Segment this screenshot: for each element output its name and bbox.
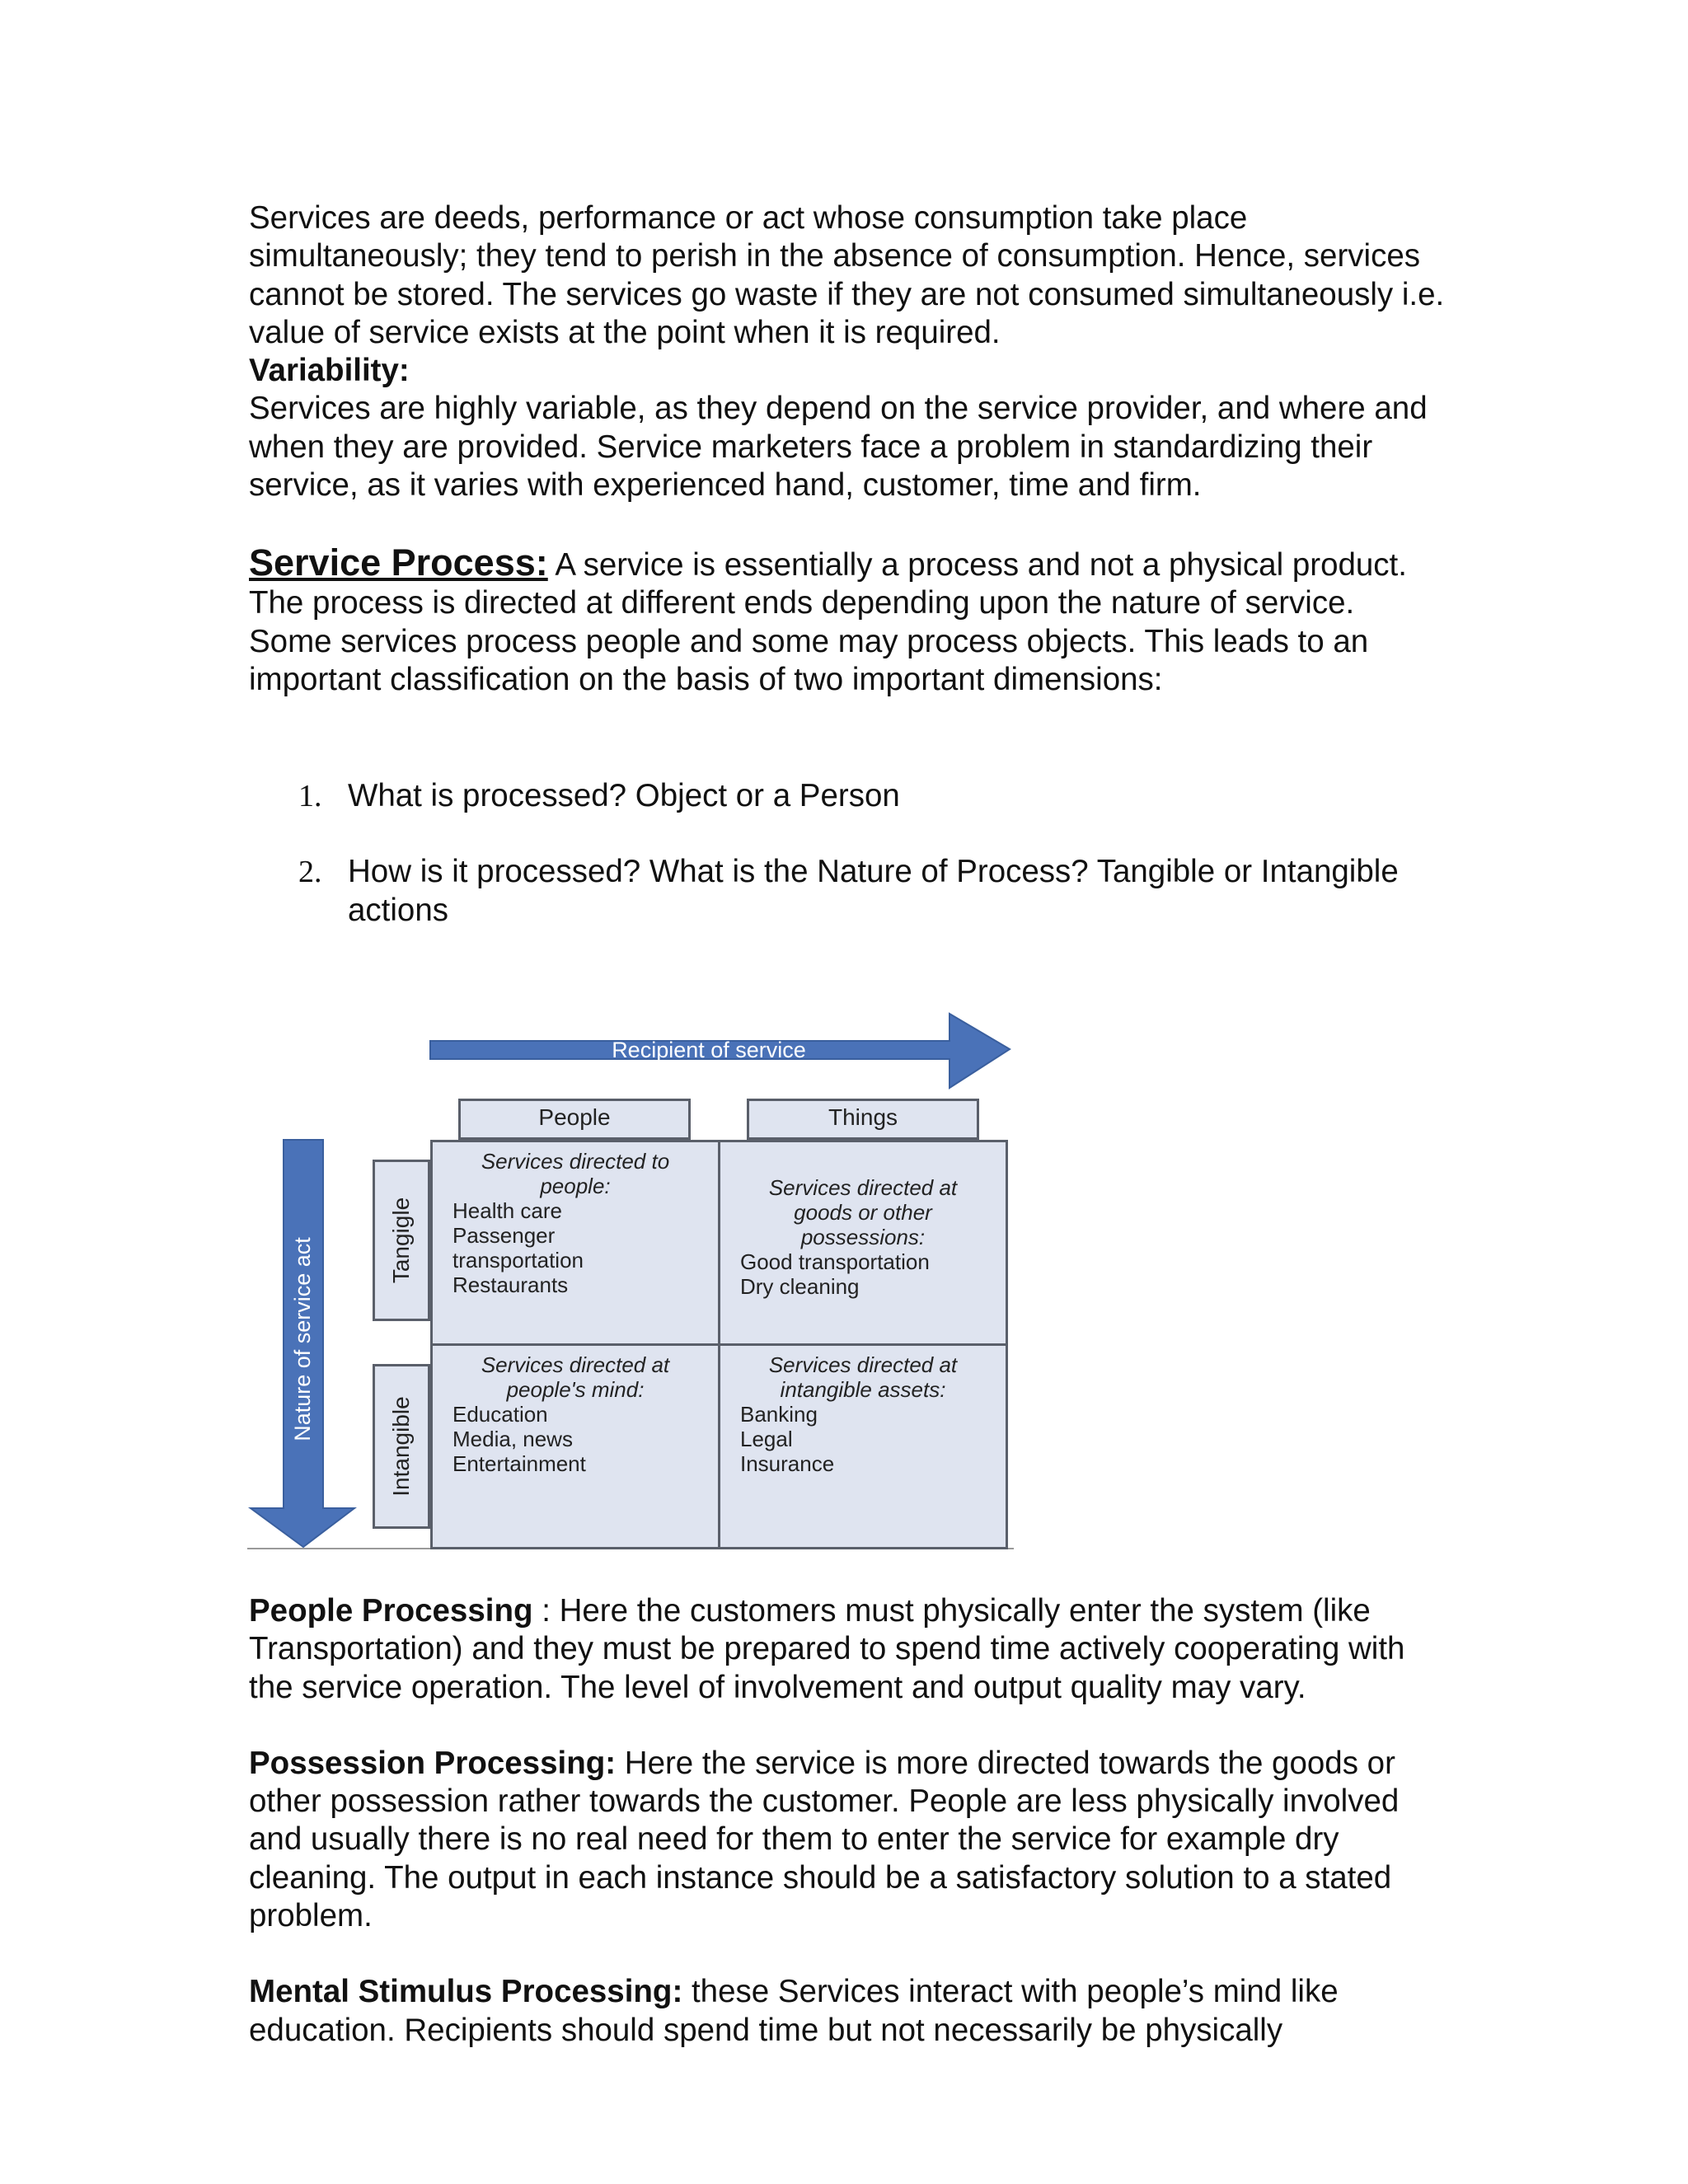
- list-item: [249, 777, 1452, 815]
- nature-arrow-label: Nature of service act: [290, 1237, 315, 1441]
- cell-title: people:: [540, 1174, 611, 1198]
- cell-people-intangible: [430, 1343, 720, 1549]
- service-process-text: A service is essentially a process and not a physical product. The process is directed at different ends depending upon the nature of service.: [249, 547, 1407, 621]
- service-classification-diagram: [247, 1010, 1014, 1554]
- list-number: 2.: [298, 855, 322, 890]
- cell-item: Entertainment: [452, 1451, 586, 1476]
- list-item-text: How is it processed? What is the Nature of Process? Tangible or Intangible actions: [348, 854, 1399, 928]
- mental-processing-paragraph: [249, 1973, 1452, 2050]
- recipient-arrow-label: Recipient of service: [612, 1038, 806, 1062]
- service-process-section: [249, 541, 1452, 699]
- row-header-tangible-label: Tangigle: [388, 1197, 414, 1284]
- cell-title: people's mind:: [506, 1377, 645, 1402]
- cell-item: Media, news: [452, 1427, 573, 1451]
- cell-things-intangible: [718, 1343, 1008, 1549]
- cell-item: Passenger: [452, 1223, 556, 1248]
- possession-processing-text: Here the service is more directed towards the goods or other possession rather towards the customer. People are less physically involved and usually there is no real need for them to enter the service for example dry cleaning. The output in each instance should be a satisfactory solution to a stated problem.: [249, 1745, 1400, 1934]
- list-item-text: What is processed? Object or a Person: [348, 778, 900, 813]
- cell-item: Legal: [740, 1427, 793, 1451]
- cell-item: Banking: [740, 1402, 818, 1427]
- possession-processing-paragraph: [249, 1745, 1452, 1935]
- row-header-intangible-label: Intangible: [388, 1396, 414, 1497]
- row-header-intangible: [373, 1364, 430, 1529]
- cell-item: Health care: [452, 1198, 562, 1223]
- cell-title: Services directed at: [481, 1352, 670, 1377]
- mental-processing-label: Mental Stimulus Processing:: [249, 1974, 683, 2010]
- list-item: [249, 853, 1452, 930]
- cell-title: goods or other: [794, 1200, 932, 1225]
- cell-item: Education: [452, 1402, 548, 1427]
- service-process-heading: Service Process:: [249, 541, 548, 583]
- service-process-paragraph: [249, 541, 1452, 623]
- cell-item: Restaurants: [452, 1272, 569, 1297]
- dimension-list: [249, 777, 1452, 930]
- col-header-people: People: [458, 1099, 691, 1140]
- cell-people-tangible: [430, 1140, 720, 1346]
- variability-paragraph: Services are highly variable, as they depend on the service provider, and where and when they are provided. Service marketers face a problem in standardizing their service, as it varies with experienced hand, customer, time and firm.: [249, 391, 1428, 504]
- mental-processing-text: these Services interact with people’s mind like education. Recipients should spend time but not necessarily be physically: [249, 1974, 1339, 2048]
- col-header-things: Things: [747, 1099, 979, 1140]
- row-header-tangible: [373, 1160, 430, 1321]
- cell-item: transportation: [452, 1248, 584, 1272]
- list-number: 1.: [298, 779, 322, 813]
- cell-title: intangible assets:: [780, 1377, 946, 1402]
- people-processing-text: : Here the customers must physically enter the system (like Transportation) and they must be prepared to spend time actively cooperating with the service operation. The level of involvement and output quality may vary.: [249, 1593, 1405, 1705]
- people-processing-paragraph: [249, 1592, 1452, 1707]
- intro-section: [249, 199, 1452, 504]
- cell-title: Services directed at: [768, 1352, 958, 1377]
- people-processing-label: People Processing: [249, 1593, 533, 1629]
- cell-item: Insurance: [740, 1451, 835, 1476]
- perishability-paragraph: Services are deeds, performance or act whose consumption take place simultaneously; they tend to perish in the absence of consumption. Hence, services cannot be stored. The services go waste if they are not consumed simultaneously i.e. value of service exists at the point when it is required.: [249, 200, 1445, 350]
- processing-section: [249, 1592, 1452, 2050]
- cell-title: possessions:: [800, 1225, 926, 1249]
- cell-title: Services directed at: [768, 1175, 958, 1200]
- possession-processing-label: Possession Processing:: [249, 1745, 617, 1781]
- cell-things-tangible: [718, 1140, 1008, 1346]
- cell-item: Dry cleaning: [740, 1274, 860, 1299]
- cell-item: Good transportation: [740, 1249, 930, 1274]
- variability-heading: Variability:: [249, 353, 410, 389]
- classification-paragraph: Some services process people and some may process objects. This leads to an important classification on the basis of two important dimensions:: [249, 623, 1369, 697]
- cell-title: Services directed to: [481, 1149, 670, 1174]
